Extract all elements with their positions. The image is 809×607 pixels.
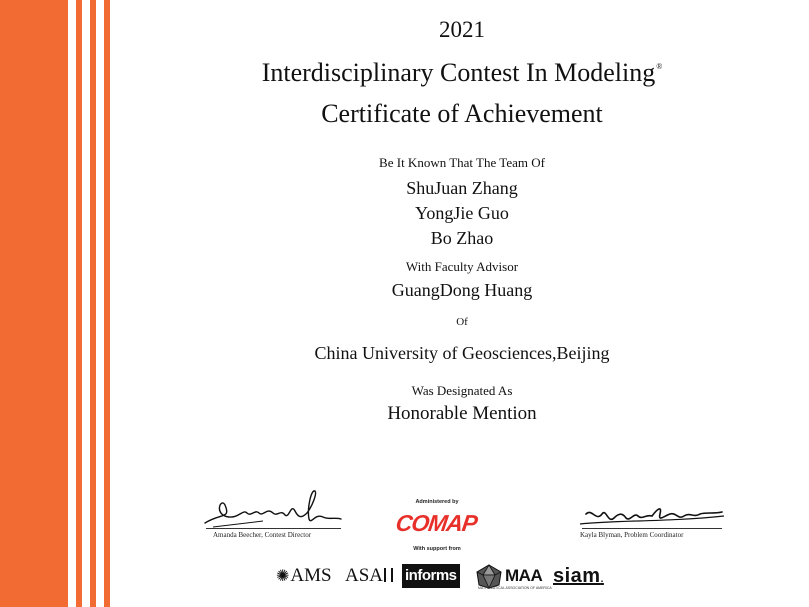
signature-line-right [582, 528, 722, 529]
director-caption: Amanda Beecher, Contest Director [213, 531, 312, 539]
advisor-intro: With Faculty Advisor [405, 259, 519, 274]
administered-by-label: Administered by [415, 499, 459, 505]
team-member-2: YongJie Guo [415, 203, 509, 223]
comap-logo [394, 508, 479, 540]
maa-subtitle: MATHEMATICAL ASSOCIATION OF AMERICA [478, 586, 552, 590]
institution-name: China University of Geosciences,Beijing [314, 343, 610, 363]
stripe-thin-1 [76, 0, 82, 607]
stripe-thin-2 [90, 0, 96, 607]
faculty-advisor: GuangDong Huang [391, 280, 533, 300]
stripe-wide [0, 0, 68, 607]
decorative-stripes [0, 0, 115, 607]
designation-intro: Was Designated As [411, 383, 513, 398]
award-designation: Honorable Mention [387, 403, 537, 424]
siam-logo [553, 560, 604, 592]
ams-logo [276, 560, 332, 592]
contest-title-text: Interdisciplinary Contest In Modeling [261, 58, 656, 87]
ams-logo-text: AMS [290, 565, 332, 586]
sponsor-logos [272, 560, 622, 592]
signature-line-left [206, 528, 341, 529]
siam-logo-text: siam [553, 565, 601, 587]
team-member-1: ShuJuan Zhang [406, 178, 518, 198]
team-intro: Be It Known That The Team Of [379, 155, 545, 170]
of-label: Of [456, 316, 468, 328]
support-label: With support from [413, 546, 461, 552]
informs-logo: informs [402, 564, 460, 588]
asa-logo-text: ASA [345, 565, 384, 586]
asa-mark-icon [384, 568, 393, 582]
siam-dot-icon: . [600, 574, 604, 585]
coordinator-caption: Kayla Blyman, Problem Coordinator [580, 531, 684, 539]
stripe-thin-3 [104, 0, 110, 607]
ams-star-icon: ✺ [276, 568, 290, 585]
team-member-3: Bo Zhao [430, 228, 494, 248]
maa-logo: MAA [505, 566, 543, 585]
contest-title [115, 58, 809, 88]
director-signature [203, 489, 343, 529]
comap-logo-text: COMAP [394, 510, 479, 536]
asa-logo [345, 560, 393, 592]
certificate-year: 2021 [439, 17, 485, 42]
registered-mark: ® [656, 62, 663, 71]
certificate-title: Certificate of Achievement [321, 99, 603, 128]
